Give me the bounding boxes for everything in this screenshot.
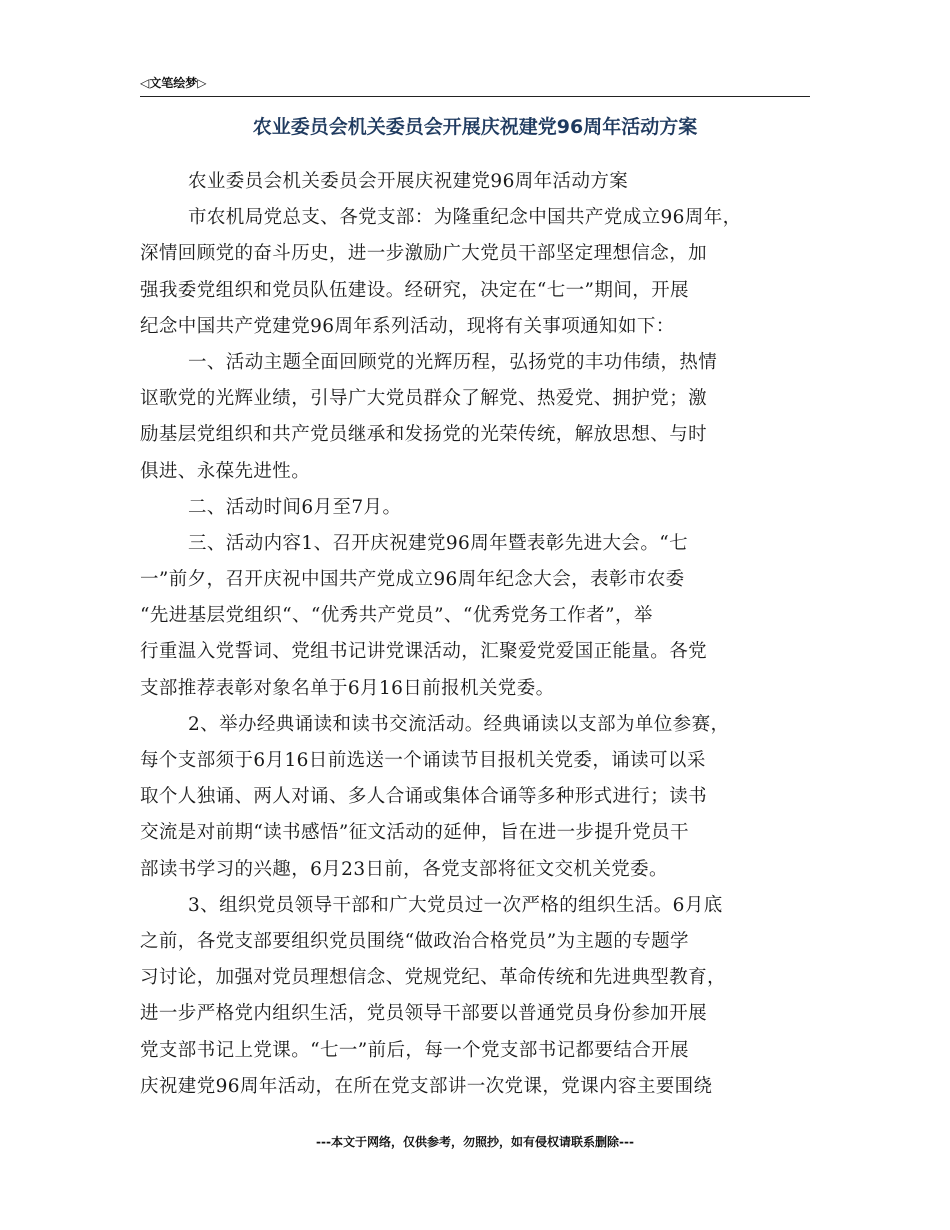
text-line: 取个人独诵、两人对诵、多人合诵或集体合诵等多种形式进行；读书 xyxy=(140,786,708,808)
text-line: 支部推荐表彰对象名单于6月16日前报机关党委。 xyxy=(140,677,555,699)
text-line: 一”前夕，召开庆祝中国共产党成立96周年纪念大会，表彰市农委 xyxy=(140,569,685,591)
page-header xyxy=(140,74,810,97)
text-line: 强我委党组织和党员队伍建设。经研究，决定在“七一”期间，开展 xyxy=(140,279,689,301)
text-line: 庆祝建党96周年活动，在所在党支部讲一次党课，党课内容主要围绕 xyxy=(140,1075,713,1097)
text-line: 市农机局党总支、各党支部：为隆重纪念中国共产党成立96周年， xyxy=(188,207,742,229)
text-line: 交流是对前期“读书感悟”征文活动的延伸，旨在进一步提升党员干 xyxy=(140,822,689,844)
text-line: 二、活动时间6月至7月。 xyxy=(188,496,402,518)
document-body xyxy=(140,164,810,1105)
text-line: 3、组织党员领导干部和广大党员过一次严格的组织生活。6月底 xyxy=(188,894,723,916)
text-line: “先进基层党组织“、“优秀共产党员”、“优秀党务工作者”，举 xyxy=(140,605,653,627)
text-line: 纪念中国共产党建党96周年系列活动，现将有关事项通知如下： xyxy=(140,315,675,337)
text-line: 部读书学习的兴趣，6月23日前，各党支部将征文交机关党委。 xyxy=(140,858,668,880)
text-line: 党支部书记上党课。“七一”前后，每一个党支部书记都要结合开展 xyxy=(140,1039,689,1061)
text-line: 之前，各党支部要组织党员围绕“做政治合格党员”为主题的专题学 xyxy=(140,930,689,952)
text-line: 2、举办经典诵读和读书交流活动。经典诵读以支部为单位参赛， xyxy=(188,713,730,735)
text-line: 励基层党组织和共产党员继承和发扬党的光荣传统，解放思想、与时 xyxy=(140,424,708,446)
text-line: 深情回顾党的奋斗历史，进一步激励广大党员干部坚定理想信念，加 xyxy=(140,243,708,265)
text-line: 讴歌党的光辉业绩，引导广大党员群众了解党、热爱党、拥护党；激 xyxy=(140,388,708,410)
text-line: 行重温入党誓词、党组书记讲党课活动，汇聚爱党爱国正能量。各党 xyxy=(140,641,708,663)
text-line: 农业委员会机关委员会开展庆祝建党96周年活动方案 xyxy=(188,171,629,192)
text-line: 进一步严格党内组织生活，党员领导干部要以普通党员身份参加开展 xyxy=(140,1003,708,1025)
text-line: 习讨论，加强对党员理想信念、党规党纪、革命传统和先进典型教育， xyxy=(140,967,726,989)
text-line: 俱进、永葆先进性。 xyxy=(140,460,311,482)
text-line: 三、活动内容1、召开庆祝建党96周年暨表彰先进大会。“七 xyxy=(188,532,688,554)
document-title: 农业委员会机关委员会开展庆祝建党96周年活动方案 xyxy=(252,116,698,138)
text-line: 每个支部须于6月16日前选送一个诵读节目报机关党委，诵读可以采 xyxy=(140,750,706,771)
page-footer: ---本文于网络，仅供参考，勿照抄，如有侵权请联系删除--- xyxy=(316,1135,634,1149)
header-brand: ◁文笔绘梦▷ xyxy=(140,76,207,90)
text-line: 一、活动主题全面回顾党的光辉历程，弘扬党的丰功伟绩，热情 xyxy=(188,351,718,373)
